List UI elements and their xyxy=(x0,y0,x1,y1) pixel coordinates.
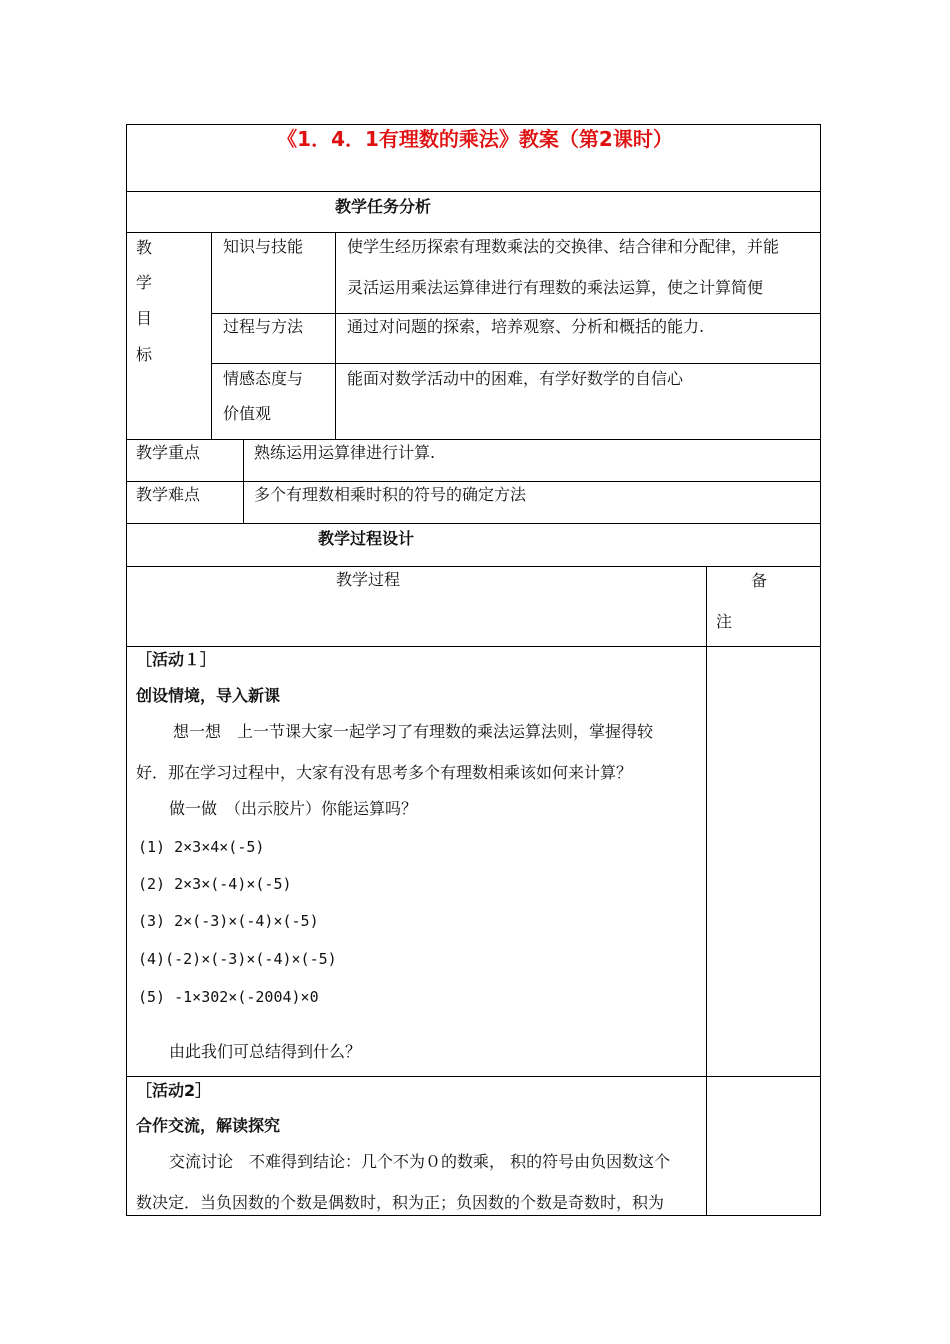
task-analysis-heading: 教学任务分析 xyxy=(335,197,432,216)
goal-label-char: 目 xyxy=(136,309,153,328)
row-divider xyxy=(126,566,821,567)
note-column-header: 注 xyxy=(716,612,733,631)
row-divider xyxy=(211,313,821,314)
row-divider xyxy=(126,646,821,647)
process-method-label: 过程与方法 xyxy=(223,317,304,336)
exercise-item: (3) 2×(-3)×(-4)×(-5) xyxy=(138,912,319,930)
difficulty-text: 多个有理数相乘时积的符号的确定方法 xyxy=(254,485,527,504)
exercise-item: (2) 2×3×(-4)×(-5) xyxy=(138,875,292,893)
row-divider xyxy=(126,439,821,440)
key-point-text: 熟练运用运算律进行计算. xyxy=(254,443,436,462)
goal-label-char: 学 xyxy=(136,273,153,292)
attitude-label: 价值观 xyxy=(223,404,272,423)
col-divider xyxy=(706,566,707,1216)
activity2-line: 交流讨论 不难得到结论：几个不为０的数乘， 积的符号由负因数这个 xyxy=(169,1152,671,1171)
row-divider xyxy=(126,191,821,192)
activity2-line: 数决定．当负因数的个数是偶数时，积为正；负因数的个数是奇数时，积为 xyxy=(136,1193,665,1212)
activity1-think-line: 好．那在学习过程中，大家有没有思考多个有理数相乘该如何来计算？ xyxy=(136,763,633,782)
process-column-header: 教学过程 xyxy=(336,570,401,589)
activity1-think-line: 想一想 上一节课大家一起学习了有理数的乘法运算法则，掌握得较 xyxy=(173,722,654,741)
activity2-heading: 合作交流，解读探究 xyxy=(136,1116,281,1135)
exercise-item: (1) 2×3×4×(-5) xyxy=(138,838,265,856)
note-column-header: 备 xyxy=(751,571,768,590)
knowledge-skills-label: 知识与技能 xyxy=(223,237,304,256)
goal-label-char: 教 xyxy=(136,238,153,257)
difficulty-label: 教学难点 xyxy=(136,485,201,504)
activity2-tag: ［活动2］ xyxy=(136,1081,212,1100)
process-method-text: 通过对问题的探索，培养观察、分析和概括的能力. xyxy=(347,317,705,336)
col-divider xyxy=(243,439,244,523)
row-divider xyxy=(126,523,821,524)
row-divider xyxy=(126,232,821,233)
exercise-item: (4)(-2)×(-3)×(-4)×(-5) xyxy=(138,950,337,968)
activity1-do-line: 做一做 （出示胶片）你能运算吗？ xyxy=(169,799,418,818)
knowledge-skills-text: 灵活运用乘法运算律进行有理数的乘法运算，使之计算简便 xyxy=(347,278,764,297)
attitude-label: 情感态度与 xyxy=(223,369,304,388)
process-design-heading: 教学过程设计 xyxy=(318,529,415,548)
col-divider xyxy=(211,232,212,439)
goal-label-char: 标 xyxy=(136,345,153,364)
row-divider xyxy=(211,363,821,364)
row-divider xyxy=(126,1076,821,1077)
document-title: 《1．4．1有理数的乘法》教案（第2课时） xyxy=(277,127,673,151)
attitude-text: 能面对数学活动中的困难，有学好数学的自信心 xyxy=(347,369,684,388)
exercise-item: (5) -1×302×(-2004)×0 xyxy=(138,988,319,1006)
activity1-summary: 由此我们可总结得到什么？ xyxy=(169,1042,362,1061)
key-point-label: 教学重点 xyxy=(136,443,201,462)
activity1-tag: ［活动１］ xyxy=(136,650,217,669)
knowledge-skills-text: 使学生经历探索有理数乘法的交换律、结合律和分配律，并能 xyxy=(347,237,780,256)
activity1-heading: 创设情境，导入新课 xyxy=(136,686,281,705)
col-divider xyxy=(335,232,336,439)
row-divider xyxy=(126,481,821,482)
